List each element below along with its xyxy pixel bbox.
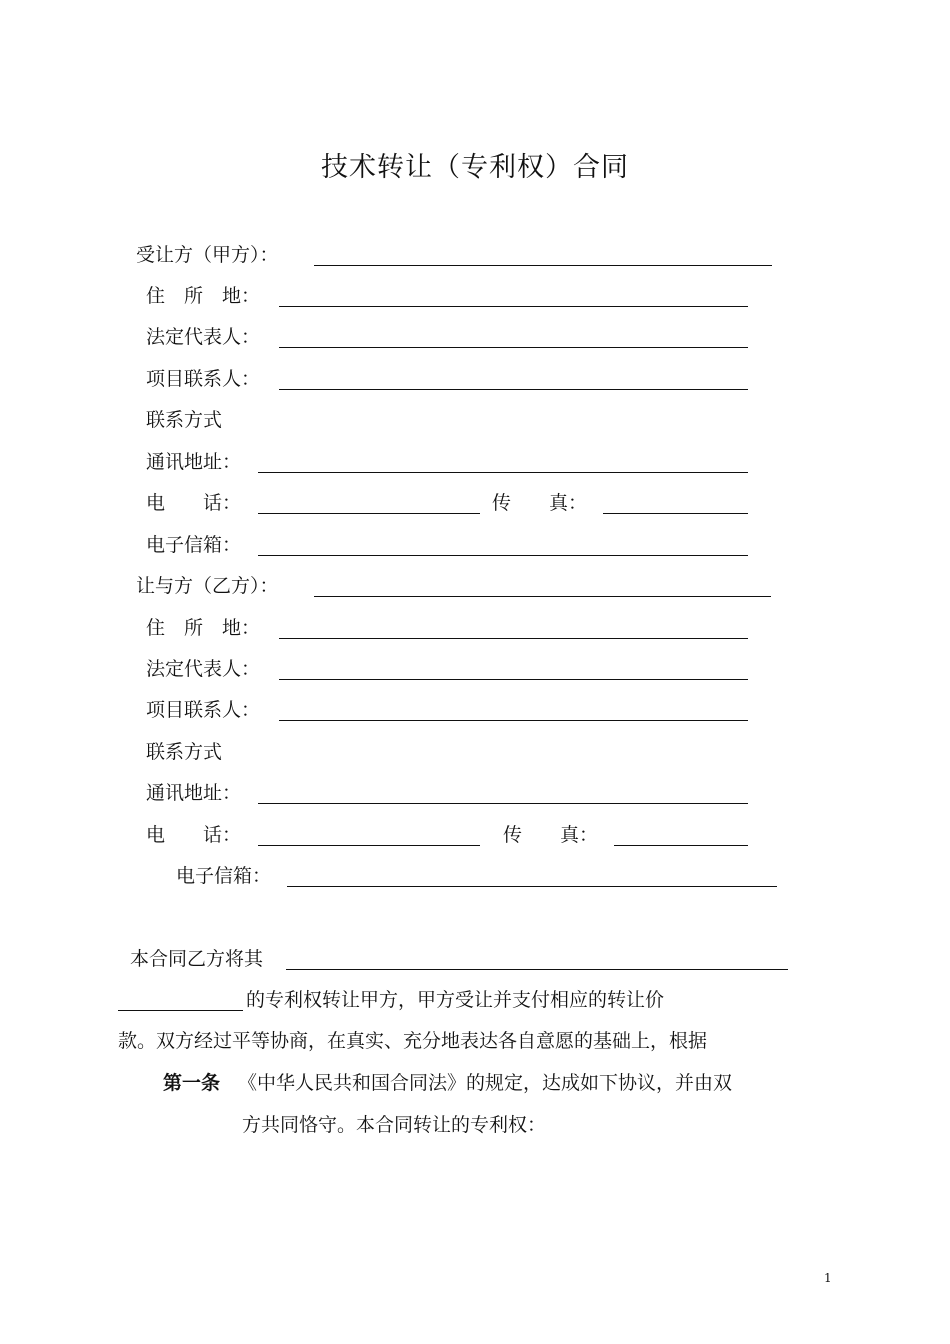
- party-b-address-field[interactable]: [258, 803, 748, 804]
- party-a-project-contact-field[interactable]: [279, 389, 748, 390]
- page-number: 1: [824, 1271, 832, 1285]
- party-b-email-row: [0, 861, 950, 891]
- party-a-email-field[interactable]: [258, 555, 748, 556]
- party-b-residence-label: 住 所 地：: [146, 617, 261, 639]
- party-b-project-contact-field[interactable]: [279, 720, 748, 721]
- party-b-contact-method-row: [0, 737, 950, 767]
- party-b-residence-row: [0, 613, 950, 643]
- party-b-phone-fax-row: [0, 820, 950, 850]
- party-b-contact-method-label: 联系方式: [146, 741, 223, 763]
- party-a-fax-field[interactable]: [603, 513, 748, 514]
- page-title: 技术转让（专利权）合同: [321, 152, 629, 183]
- party-a-name-row: [0, 240, 950, 270]
- party-b-address-row: [0, 778, 950, 808]
- patent-blank-field[interactable]: [286, 969, 788, 970]
- party-a-name-field[interactable]: [314, 265, 772, 266]
- body-text-5: 方共同恪守。本合同转让的专利权：: [242, 1114, 547, 1136]
- party-a-contact-method-label: 联系方式: [146, 409, 223, 431]
- party-b-project-contact-label: 项目联系人：: [146, 699, 261, 721]
- party-b-heading: 让与方（乙方）：: [136, 575, 279, 597]
- party-b-email-label: 电子信箱：: [176, 865, 272, 887]
- party-a-legal-rep-label: 法定代表人：: [146, 326, 261, 348]
- party-a-project-contact-row: [0, 364, 950, 394]
- party-b-legal-rep-field[interactable]: [279, 679, 748, 680]
- body-text-3: 款。双方经过平等协商，在真实、充分地表达各自意愿的基础上，根据: [118, 1030, 708, 1052]
- party-a-project-contact-label: 项目联系人：: [146, 368, 261, 390]
- party-a-address-row: [0, 447, 950, 477]
- article-1-heading: 第一条: [163, 1072, 221, 1094]
- party-b-email-field[interactable]: [287, 886, 777, 887]
- body-line-1: [0, 944, 950, 974]
- party-b-phone-label: 电 话：: [146, 824, 242, 846]
- party-a-email-row: [0, 530, 950, 560]
- body-line-2: [0, 985, 950, 1015]
- party-a-fax-label: 传 真：: [492, 492, 588, 514]
- party-b-project-contact-row: [0, 695, 950, 725]
- party-b-address-label: 通讯地址：: [146, 782, 242, 804]
- patent-name-blank-field[interactable]: [118, 1010, 243, 1011]
- party-b-fax-field[interactable]: [614, 845, 748, 846]
- party-b-residence-field[interactable]: [279, 638, 748, 639]
- body-text-1: 本合同乙方将其: [130, 948, 264, 970]
- party-a-contact-method-row: [0, 405, 950, 435]
- party-a-phone-field[interactable]: [258, 513, 480, 514]
- party-a-address-field[interactable]: [258, 472, 748, 473]
- party-b-legal-rep-label: 法定代表人：: [146, 658, 261, 680]
- party-a-legal-rep-field[interactable]: [279, 347, 748, 348]
- body-text-2: 的专利权转让甲方，甲方受让并支付相应的转让价: [246, 989, 665, 1011]
- party-a-heading: 受让方（甲方）：: [136, 244, 279, 266]
- article-1-row: [0, 1068, 950, 1098]
- party-a-legal-rep-row: [0, 322, 950, 352]
- party-a-residence-label: 住 所 地：: [146, 285, 261, 307]
- party-a-address-label: 通讯地址：: [146, 451, 242, 473]
- party-b-name-field[interactable]: [314, 596, 771, 597]
- party-a-residence-field[interactable]: [279, 306, 748, 307]
- party-b-fax-label: 传 真：: [503, 824, 599, 846]
- party-a-phone-fax-row: [0, 488, 950, 518]
- party-a-phone-label: 电 话：: [146, 492, 242, 514]
- party-b-phone-field[interactable]: [258, 845, 480, 846]
- party-b-name-row: [0, 571, 950, 601]
- party-b-legal-rep-row: [0, 654, 950, 684]
- party-a-email-label: 电子信箱：: [146, 534, 242, 556]
- body-text-4: 《中华人民共和国合同法》的规定，达成如下协议，并由双: [238, 1072, 733, 1094]
- party-a-residence-row: [0, 281, 950, 311]
